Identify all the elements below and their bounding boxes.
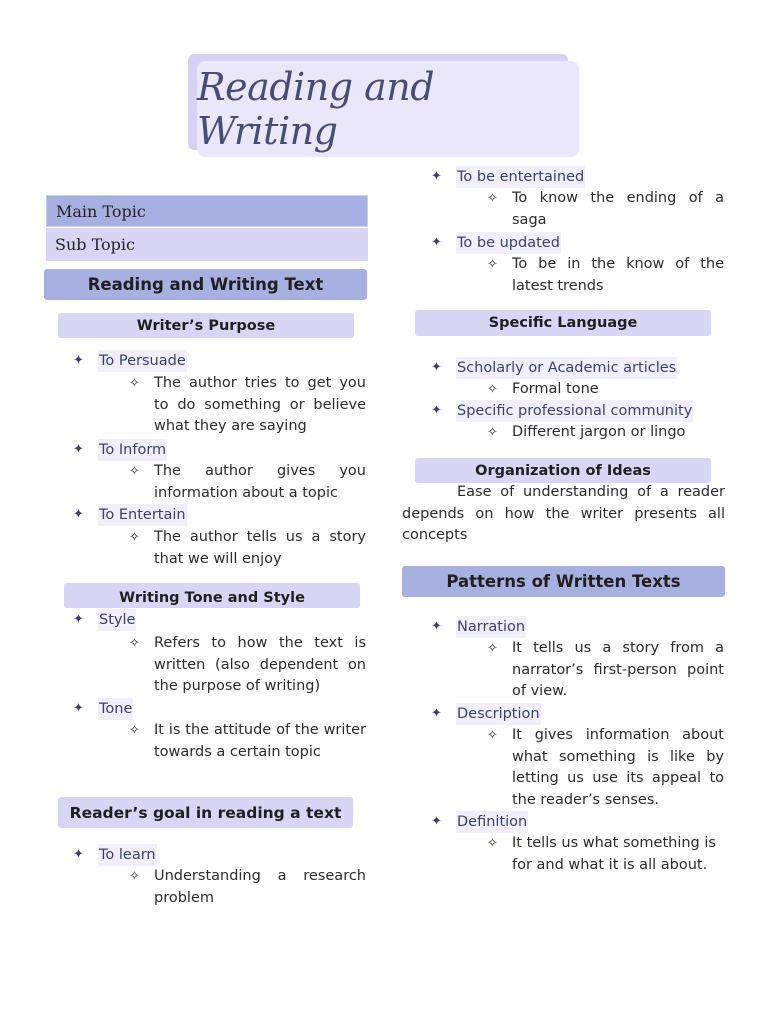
- list-item: [487, 638, 724, 704]
- list-item: [73, 844, 373, 866]
- list-item: [487, 833, 724, 877]
- bullet-detail: Refers to how the text is written (also dependent on the purpose of writing): [154, 635, 366, 695]
- list-item: [73, 698, 373, 720]
- list-item: [73, 609, 373, 631]
- bullet-label: Scholarly or Academic articles: [456, 357, 677, 379]
- readers-goal-heading: Reader’s goal in reading a text: [58, 797, 353, 828]
- bullet-detail: The author gives you information about a topic: [154, 463, 366, 501]
- bullet-detail: To be in the know of the latest trends: [512, 256, 724, 294]
- list-item: [129, 527, 366, 571]
- bullet-label: To be entertained: [456, 166, 585, 188]
- bullet-label: To Entertain: [98, 504, 187, 526]
- writers-purpose-heading: Writer’s Purpose: [58, 313, 354, 338]
- list-item: [431, 811, 731, 833]
- bullet-detail: The author tries to get you to do something or believe what they are saying: [154, 375, 366, 435]
- four-point-star-icon: ✦: [73, 353, 84, 368]
- reading-writing-text-heading: Reading and Writing Text: [44, 269, 367, 300]
- four-point-star-icon: ✦: [431, 403, 442, 418]
- list-item: [431, 232, 731, 254]
- four-point-star-icon: ✦: [73, 507, 84, 522]
- four-point-star-icon: ✦: [73, 612, 84, 627]
- four-point-star-icon: ✦: [431, 169, 442, 184]
- outline-star-icon: ✧: [129, 376, 140, 391]
- list-item: [129, 633, 366, 699]
- bullet-detail: It gives information about what something is like by letting us use its appeal to the reader’s senses.: [512, 727, 724, 808]
- list-item: [431, 616, 731, 638]
- outline-star-icon: ✧: [487, 641, 498, 656]
- writing-tone-style-heading: Writing Tone and Style: [64, 583, 360, 608]
- outline-star-icon: ✧: [487, 257, 498, 272]
- bullet-detail: It tells us what something is for and what it is all about.: [512, 835, 716, 873]
- outline-star-icon: ✧: [487, 191, 498, 206]
- patterns-heading: Patterns of Written Texts: [402, 566, 725, 597]
- bullet-label: Style: [98, 609, 136, 631]
- outline-star-icon: ✧: [129, 723, 140, 738]
- list-item: [487, 422, 724, 444]
- legend-sub-topic: Sub Topic: [46, 228, 368, 261]
- list-item: [431, 400, 731, 422]
- bullet-detail: The author tells us a story that we will enjoy: [154, 529, 366, 567]
- specific-language-heading: Specific Language: [415, 310, 711, 336]
- outline-star-icon: ✧: [129, 464, 140, 479]
- outline-star-icon: ✧: [487, 728, 498, 743]
- four-point-star-icon: ✦: [73, 701, 84, 716]
- outline-star-icon: ✧: [487, 425, 498, 440]
- list-item: [487, 188, 724, 232]
- list-item: [129, 866, 366, 910]
- four-point-star-icon: ✦: [73, 847, 84, 862]
- list-item: [129, 373, 366, 439]
- bullet-label: To Persuade: [98, 350, 187, 372]
- organization-paragraph: Ease of understanding of a reader depends on how the writer presents all concepts: [402, 484, 725, 544]
- bullet-detail: Formal tone: [512, 381, 599, 397]
- organization-of-ideas-heading: Organization of Ideas: [415, 458, 711, 483]
- outline-star-icon: ✧: [129, 530, 140, 545]
- list-item: [129, 720, 366, 786]
- list-item: [487, 379, 724, 401]
- bullet-label: To be updated: [456, 232, 561, 254]
- bullet-label: Specific professional community: [456, 400, 693, 422]
- four-point-star-icon: ✦: [73, 442, 84, 457]
- bullet-label: Tone: [98, 698, 133, 720]
- outline-star-icon: ✧: [487, 382, 498, 397]
- list-item: [129, 461, 366, 505]
- list-item: [487, 254, 724, 298]
- list-item: [431, 703, 731, 725]
- bullet-detail: It tells us a story from a narrator’s first-person point of view.: [512, 640, 724, 700]
- list-item: [73, 504, 373, 526]
- bullet-label: To Inform: [98, 439, 167, 461]
- list-item: [73, 439, 373, 461]
- bullet-label: To learn: [98, 844, 157, 866]
- bullet-detail: Different jargon or lingo: [512, 424, 686, 440]
- outline-star-icon: ✧: [487, 836, 498, 851]
- four-point-star-icon: ✦: [431, 619, 442, 634]
- bullet-detail: Understanding a research problem: [154, 868, 366, 906]
- list-item: [73, 350, 373, 372]
- bullet-detail: To know the ending of a saga: [512, 190, 724, 228]
- four-point-star-icon: ✦: [431, 814, 442, 829]
- list-item: [431, 166, 731, 188]
- list-item: [487, 725, 724, 813]
- four-point-star-icon: ✦: [431, 706, 442, 721]
- page-title: Reading and Writing: [197, 65, 435, 153]
- bullet-label: Description: [456, 703, 541, 725]
- legend-main-topic: Main Topic: [46, 195, 368, 227]
- four-point-star-icon: ✦: [431, 235, 442, 250]
- bullet-label: Definition: [456, 811, 528, 833]
- outline-star-icon: ✧: [129, 636, 140, 651]
- bullet-label: Narration: [456, 616, 526, 638]
- bullet-detail: It is the attitude of the writer towards a certain topic: [154, 722, 366, 760]
- list-item: [431, 357, 731, 379]
- outline-star-icon: ✧: [129, 869, 140, 884]
- four-point-star-icon: ✦: [431, 360, 442, 375]
